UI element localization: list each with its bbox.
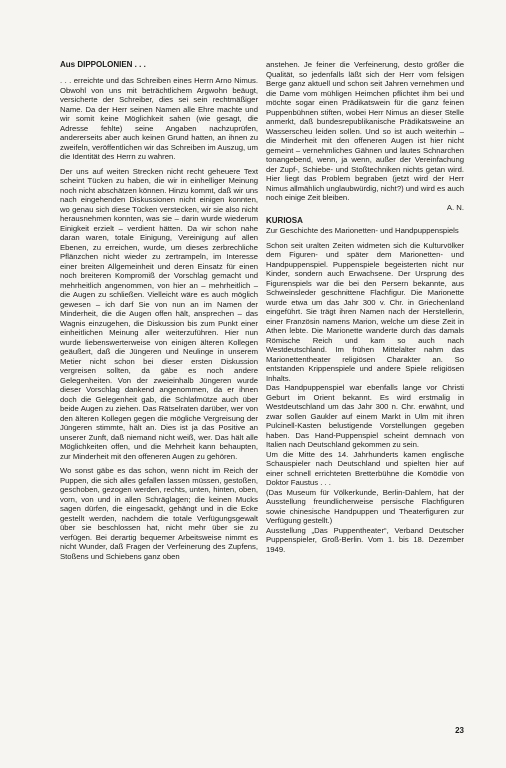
body-paragraph: Schon seit uralten Zeiten widmeten sich die Kulturvölker dem Figuren- und später dem Marionetten- und Handpuppenspiel. Puppenspiele begeisterten nicht nur Kinder, sondern auch Erwachsene. Der Ursprung des Figurenspiels war die bei den Persern bekannte, aus Schweinsleder geschnittene Flachfigur. Die Marionette wurde etwa um das Jahr 300 v. Chr. in Griechenland eingeführt. Sie trägt ihren Namen nach der Herstellerin, einer Französin namens Marion, welche um diese Zeit in Athen lebte. Die Marionette wanderte durch das damals Römische Reich und kam so auch nach Westdeutschland. Im frühen Mittelalter nahm das Marionettentheater religiösen Charakter an. So entstanden Krippenspiele und andere Spiele religiösen Inhalts. [266, 240, 464, 383]
left-column [60, 60, 258, 566]
section-title-kuriosa: KURIOSA [266, 216, 303, 225]
body-paragraph: Um die Mitte des 14. Jahrhunderts kamen englische Schauspieler nach Deutschland und spielten hier auf einer schnell errichteten Bretterbühne die Komödie von Doktor Faustus . . . [266, 449, 464, 487]
body-paragraph: anstehen. Je feiner die Verfeinerung, desto größer die Qualität, so jedenfalls läßt sich der Herr vom felsigen Berge ganz aktuell und schon seit Jahren vernehmen und die Dame vom mühligen Heimchen pflichtet ihm bei und möchte sogar einen Prädikatswein für die ganz feinen Puppenbühnen stiften, wobei Herr Nimus an dieser Stelle anmerkt, daß bundesrepublikanische Prädikatsweine an Wasserscheu leiden sollen. Und so ist auch weiterhin – die Minderheit mit den offeneren Augen ist hier nicht gemeint – vernehmliches Gähnen und lautes Schnarchen tonangebend, wenn, ja wenn, außer der Vereinfachung der Zupf-, Schiebe- und Stoßtechniken nichts getan wird. Hier liegt das Problem begraben (jetzt wird der Herr Nimus allmählich unglaubwürdig, nicht?) und wird es auch noch einige Zeit bleiben. [266, 60, 464, 202]
body-paragraph: (Das Museum für Völkerkunde, Berlin-Dahlem, hat der Ausstellung freundlicherweise persische Flachfiguren sowie chinesische Handpuppen und Theaterfiguren zur Verfügung gestellt.) [266, 487, 464, 525]
section-title-dippolonien: Aus DIPPOLONIEN . . . [60, 60, 146, 69]
body-paragraph: . . . erreichte und das Schreiben eines Herrn Arno Nimus. Obwohl von uns mit beträchtlichem Argwohn beäugt, versicherte der Schreiber, dies sei sein rechtmäßiger Name. Da der Herr seinen Namen alle Ehre machte und wir somit keine Möglichkeit sahen (wie gesagt, die Adresse fehlte) seine Angaben nachzuprüfen, andererseits aber auch keinen Grund hatten, an ihnen zu zweifeln, veröffentlichen wir das Schreiben im Auszug, um die Identität des Herrn zu wahren. [60, 76, 258, 161]
body-paragraph: Ausstellung „Das Puppentheater“, Verband Deutscher Puppenspieler, Groß-Berlin. Vom 1. bis 18. Dezember 1949. [266, 525, 464, 554]
body-paragraph: Der uns auf weiten Strecken nicht recht geheuere Text scheint Tücken zu haben, die wir in einhelliger Meinung noch nicht abschätzen können. Hinzu kommt, daß wir uns nach eingehenden Diskussionen nicht einigen konnten, wo genau sich diese Tücken verstecken, wir sie also nicht herausnehmen konnten, was sie – darin wurde wiederum Einigkeit erzielt – verdient hätten. Da wir schon nahe daran waren, totale Einigung, Vereinigung auf allen Ebenen, zu erreichen, wurde, um dieses zerbrechliche Pflänzchen nicht wieder zu zertrampeln, im Interesse einer breiten Allgemeinheit und deren Einsatz für einen noch breiteren Kompromiß der Vorschlag gemacht und mehrheitlich angenommen, von hier an – mehrheitlich – die Augen zu schließen. Vielleicht wäre es auch möglich gewesen – ich darf Sie von nun an im Namen der Minderheit, die die Augen offen hält, ansprechen – das Wagnis einzugehen, die Diskussion bis zum Punkt einer einheitlichen Meinung aller weiterzuführen. Hier nun wurde liebenswerterweise von einigen älteren Kollegen geäußert, daß die Jüngeren und Neulinge in unserem Metier nicht schon bei dieser ersten Diskussion vergreisen sollten, da gäbe es noch andere Gelegenheiten. Von der zweieinhalb Jüngeren wurde dieser Vorschlag dankend angenommen, da er ihnen doch die Gelegenheit gab, die Schlafmütze auch über beide Augen zu ziehen. Das Rätselraten darüber, wer von den älteren Kollegen gegen die mögliche Vergreisung der Jüngeren stimmte, hält an. Dies ist ja das Positive an unserer Zunft, daß niemand nicht weiß, wer. Das hält alle Möglichkeiten offen, und die Mehrheit kann behaupten, zur Minderheit mit den offeneren Augen zu gehören. [60, 166, 258, 461]
page-number: 23 [455, 726, 464, 735]
author-initials: A. N. [446, 202, 464, 212]
right-column [266, 60, 464, 554]
section-subtitle: Zur Geschichte des Marionetten- und Handpuppenspiels [266, 226, 459, 235]
body-paragraph: Das Handpuppenspiel war ebenfalls lange vor Christi Geburt im Orient bekannt. Es wird erstmalig in Westdeutschland um das Jahr 300 n. Chr. erwähnt, und zwar sollen Gaukler auf einem Markt in Ulm mit ihren Pulcinell-Kasten belustigende Vorstellungen gegeben haben. Das Hand-Puppenspiel scheint demnach von Italien nach Deutschland gekommen zu sein. [266, 383, 464, 449]
body-paragraph: Wo sonst gäbe es das schon, wenn nicht im Reich der Puppen, die sich alles gefallen lassen müssen, gestoßen, geschoben, gezogen werden, rechts, unten, hinten, oben, vorn, von und in allen Schräglagen; die keinen Mucks sagen dürfen, die eingesackt, gehängt und in die Ecke gestellt werden, nachdem die totale Verfügungsgewalt über sie beschlossen hat, nicht mehr über sie zu verfügen. Bei derartig bequemer Arbeitsweise nimmt es nicht Wunder, daß Fragen der Verfeinerung des Zupfens, Stoßens und Schiebens ganz oben [60, 466, 258, 561]
